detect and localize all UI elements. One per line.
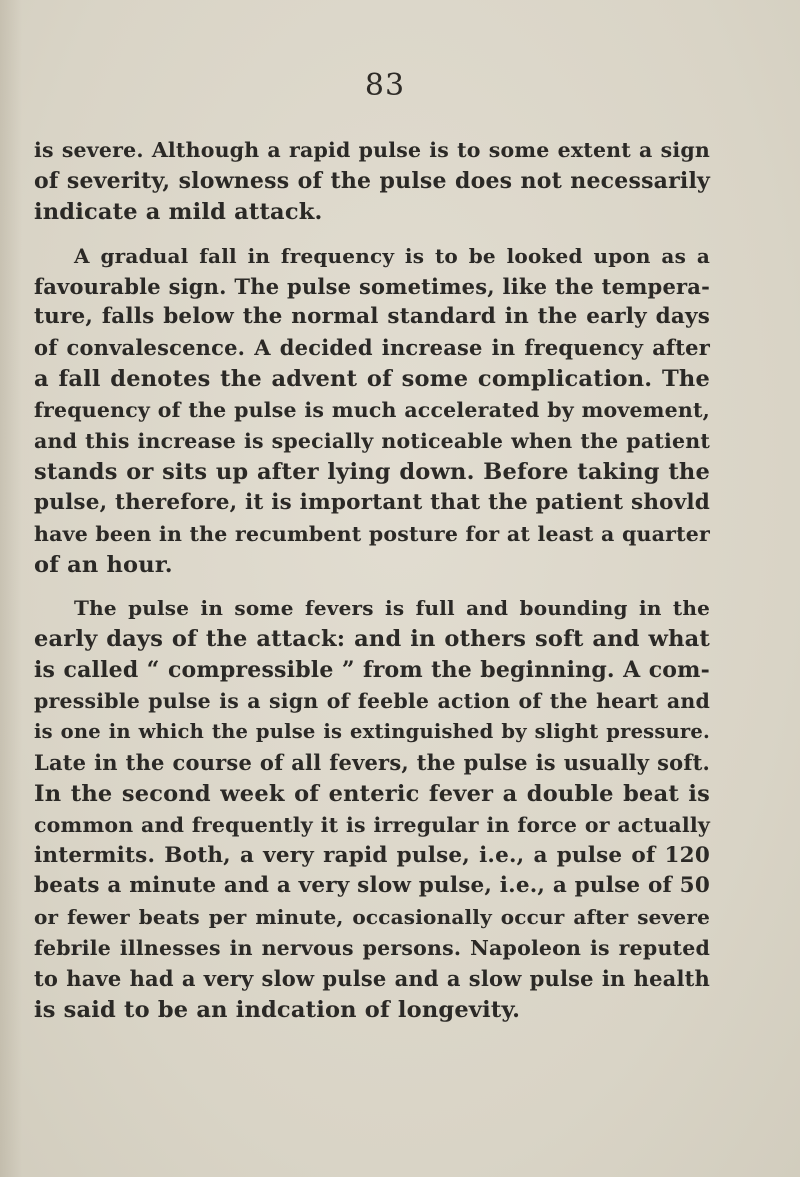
text-line: The pulse in some fevers is full and bounding in the <box>74 596 710 621</box>
text-line: favourable sign. The pulse sometimes, like the tempera- <box>34 273 710 299</box>
text-line: of convalescence. A decided increase in frequency after <box>34 335 710 361</box>
paragraph-gap <box>34 580 710 593</box>
body-text <box>34 135 710 1026</box>
text-line: to have had a very slow pulse and a slow pulse in health <box>34 966 710 992</box>
text-line: febrile illnesses in nervous persons. Napoleon is reputed <box>34 936 710 961</box>
text-line: beats a minute and a very slow pulse, i.e., a pulse of 50 <box>34 873 710 899</box>
text-line: pressible pulse is a sign of feeble action of the heart and <box>34 689 710 714</box>
text-line: pulse, therefore, it is important that the patient shovld <box>34 489 710 515</box>
text-line: is severe. Although a rapid pulse is to some extent a sign <box>34 138 710 162</box>
text-line: of an hour. <box>34 551 173 578</box>
paragraph-2 <box>34 241 710 581</box>
text-line: In the second week of enteric fever a double beat is <box>34 780 710 807</box>
paragraph-1 <box>34 135 710 228</box>
text-line: stands or sits up after lying down. Before taking the <box>34 458 710 485</box>
text-line: have been in the recumbent posture for at least a quarter <box>34 521 710 546</box>
text-line: of severity, slowness of the pulse does not necessarily <box>34 167 710 194</box>
text-line: is one in which the pulse is extinguished by slight pressure. <box>34 720 710 744</box>
text-line: early days of the attack: and in others soft and what <box>34 626 710 653</box>
text-line: or fewer beats per minute, occasionally occur after severe <box>34 905 710 930</box>
text-line: a fall denotes the advent of some complication. The <box>34 366 710 393</box>
text-line: common and frequently it is irregular in force or actually <box>34 812 710 837</box>
paragraph-gap <box>34 228 710 241</box>
text-line: frequency of the pulse is much accelerated by movement, <box>34 398 710 423</box>
text-line: ture, falls below the normal standard in the early days <box>34 304 710 330</box>
paragraph-3 <box>34 593 710 1025</box>
text-line: is called “ compressible ” from the beginning. A com- <box>34 657 710 684</box>
page-number: 83 <box>364 68 406 103</box>
text-line: and this increase is specially noticeable when the patient <box>34 429 710 454</box>
text-line: indicate a mild attack. <box>34 198 323 225</box>
text-line: Late in the course of all fevers, the pulse is usually soft. <box>34 749 710 775</box>
page-edge-shadow <box>0 0 22 1177</box>
text-line: is said to be an indcation of longevity. <box>34 997 521 1024</box>
text-line: A gradual fall in frequency is to be looked upon as a <box>74 243 710 268</box>
text-line: intermits. Both, a very rapid pulse, i.e., a pulse of 120 <box>34 842 710 868</box>
